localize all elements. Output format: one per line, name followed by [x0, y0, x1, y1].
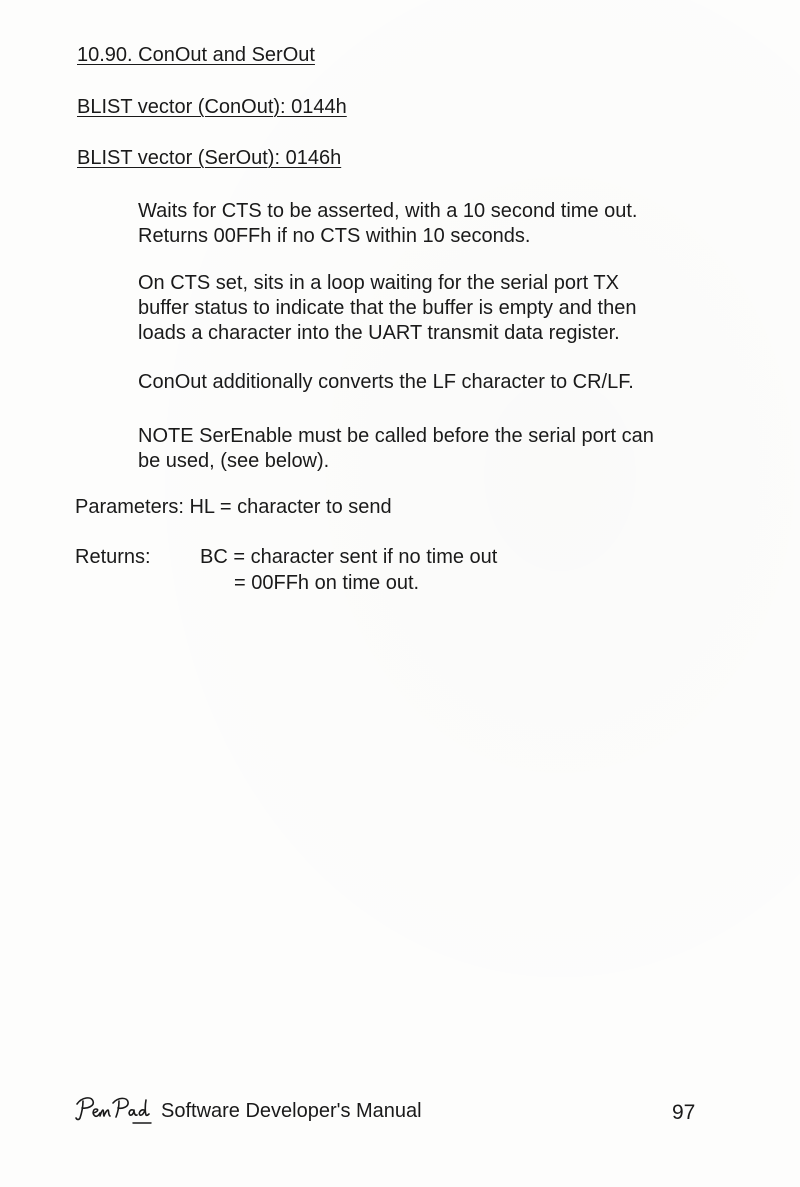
paragraph-line: On CTS set, sits in a loop waiting for the serial port TX: [138, 272, 619, 294]
serout-vector-heading: BLIST vector (SerOut): 0146h: [77, 147, 342, 169]
description-paragraph-cts-timeout: [138, 199, 728, 249]
manual-title: Software Developer's Manual: [161, 1100, 422, 1122]
paragraph-line: loads a character into the UART transmit data register.: [138, 322, 620, 344]
paragraph-line: NOTE SerEnable must be called before the serial port can: [138, 425, 654, 447]
returns-line-sent: BC = character sent if no time out: [200, 546, 498, 568]
conout-vector-heading: BLIST vector (ConOut): 0144h: [77, 96, 347, 118]
page-number: 97: [672, 1101, 696, 1124]
parameters-line: Parameters: HL = character to send: [75, 496, 392, 518]
returns-line-timeout: = 00FFh on time out.: [234, 572, 420, 594]
description-paragraph-note: [138, 424, 728, 474]
paragraph-line: buffer status to indicate that the buffer is empty and then: [138, 297, 637, 319]
paragraph-line: Waits for CTS to be asserted, with a 10 second time out.: [138, 200, 638, 222]
section-title: 10.90. ConOut and SerOut: [77, 44, 315, 66]
paragraph-line: Returns 00FFh if no CTS within 10 seconds.: [138, 225, 531, 247]
description-paragraph-cts-loop: [138, 271, 728, 346]
paragraph-line: be used, (see below).: [138, 450, 330, 472]
description-paragraph-conout-lf: [138, 370, 728, 395]
penpad-logo: [73, 1092, 161, 1128]
returns-label: Returns:: [75, 546, 151, 568]
paragraph-line: ConOut additionally converts the LF character to CR/LF.: [138, 371, 634, 393]
